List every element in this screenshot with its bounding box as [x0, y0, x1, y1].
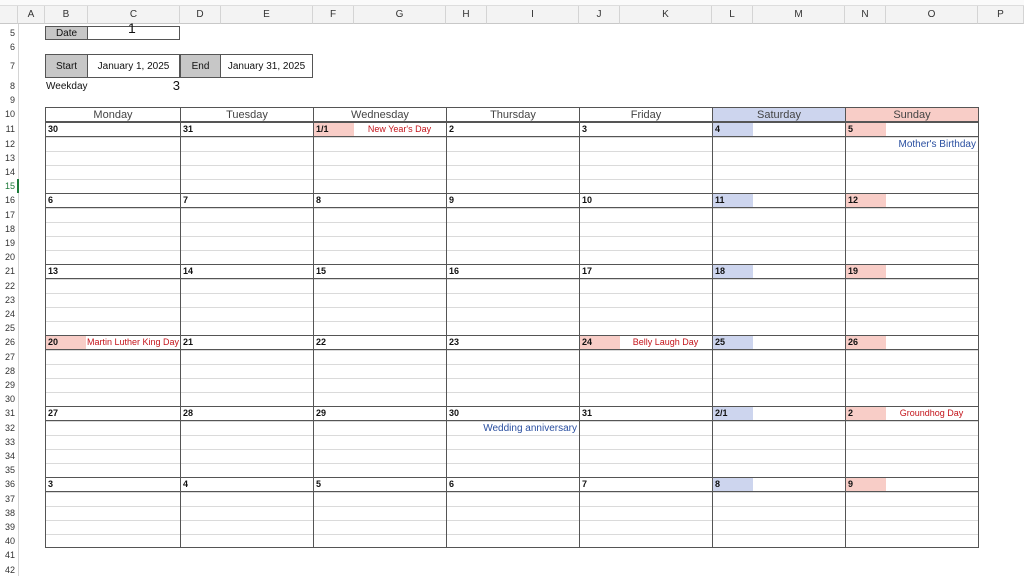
column-header-g[interactable]: G	[354, 6, 446, 24]
row-header-42[interactable]: 42	[4, 565, 15, 575]
column-header-n[interactable]: N	[845, 6, 886, 24]
week-3-date-rule	[45, 278, 979, 279]
week-3-rule	[45, 307, 979, 308]
day-number-w2-thursday[interactable]: 9	[449, 195, 455, 205]
row-header-24[interactable]: 24	[4, 309, 15, 319]
row-header-36[interactable]: 36	[4, 479, 15, 489]
day-number-w5-friday[interactable]: 31	[582, 408, 593, 418]
row-header-13[interactable]: 13	[4, 153, 15, 163]
row-header-19[interactable]: 19	[4, 238, 15, 248]
row-header-31[interactable]: 31	[4, 408, 15, 418]
row-header-32[interactable]: 32	[4, 423, 15, 433]
day-header-monday: Monday	[45, 107, 181, 122]
column-header-o[interactable]: O	[886, 6, 978, 24]
day-number-w3-thursday[interactable]: 16	[449, 266, 460, 276]
day-number-w6-saturday[interactable]: 8	[713, 478, 753, 491]
calendar-column-border	[712, 122, 713, 548]
week-2-rule	[45, 250, 979, 251]
calendar-column-border	[978, 122, 979, 548]
weekday-value-text: 3	[172, 78, 180, 93]
calendar-column-border	[446, 122, 447, 548]
week-1-rule	[45, 165, 979, 166]
day-number-w1-sunday[interactable]: 5	[846, 123, 886, 136]
day-header-tuesday: Tuesday	[180, 107, 314, 122]
calendar-column-border	[845, 122, 846, 548]
holiday-label: Martin Luther King Day	[87, 337, 180, 347]
row-header-14[interactable]: 14	[4, 167, 15, 177]
calendar-column-border	[180, 122, 181, 548]
day-number-w5-thursday[interactable]: 30	[449, 408, 460, 418]
calendar-column-border	[45, 122, 46, 548]
day-number-w3-sunday[interactable]: 19	[846, 265, 886, 278]
week-4-rule	[45, 364, 979, 365]
row-header-20[interactable]: 20	[4, 252, 15, 262]
day-number-w4-tuesday[interactable]: 21	[183, 337, 194, 347]
row-header-12[interactable]: 12	[4, 139, 15, 149]
column-header-m[interactable]: M	[753, 6, 845, 24]
day-number-w5-saturday[interactable]: 2/1	[713, 407, 753, 420]
week-4-rule	[45, 378, 979, 379]
day-header-sunday: Sunday	[845, 107, 979, 122]
day-number-w1-monday[interactable]: 30	[48, 124, 59, 134]
column-header-l[interactable]: L	[712, 6, 753, 24]
week-3-rule	[45, 293, 979, 294]
date-value-cell[interactable]	[88, 20, 180, 40]
row-header-6[interactable]: 6	[9, 42, 15, 52]
week-1-rule	[45, 151, 979, 152]
day-number-w5-tuesday[interactable]: 28	[183, 408, 194, 418]
row-header-18[interactable]: 18	[4, 224, 15, 234]
week-6-date-rule	[45, 491, 979, 492]
day-header-friday: Friday	[579, 107, 713, 122]
day-number-w2-tuesday[interactable]: 7	[183, 195, 189, 205]
column-header-f[interactable]: F	[313, 6, 354, 24]
week-4-rule	[45, 392, 979, 393]
end-label-text: End	[191, 61, 210, 72]
day-number-w4-thursday[interactable]: 23	[449, 337, 460, 347]
start-label	[45, 54, 88, 78]
day-number-w3-wednesday[interactable]: 15	[316, 266, 327, 276]
day-header-thursday: Thursday	[446, 107, 580, 122]
row-header-34[interactable]: 34	[4, 451, 15, 461]
day-header-wednesday: Wednesday	[313, 107, 447, 122]
day-number-w3-saturday[interactable]: 18	[713, 265, 753, 278]
column-header-b[interactable]: B	[45, 6, 88, 24]
row-header-16[interactable]: 16	[4, 195, 15, 205]
week-1-rule	[45, 137, 979, 138]
week-6-top-border	[45, 477, 979, 478]
row-header-21[interactable]: 21	[4, 266, 15, 276]
week-1-date-rule	[45, 136, 979, 137]
start-date-cell[interactable]	[88, 54, 180, 78]
day-header-saturday: Saturday	[712, 107, 846, 122]
row-header-9[interactable]: 9	[9, 95, 15, 105]
day-number-w4-sunday[interactable]: 26	[846, 336, 886, 349]
day-number-w4-monday[interactable]: 20	[46, 336, 86, 349]
day-number-w2-friday[interactable]: 10	[582, 195, 593, 205]
day-number-w2-monday[interactable]: 6	[48, 195, 54, 205]
week-4-date-rule	[45, 349, 979, 350]
week-5-rule	[45, 449, 979, 450]
column-header-a[interactable]: A	[18, 6, 45, 24]
calendar-column-border	[313, 122, 314, 548]
week-5-date-rule	[45, 420, 979, 421]
selected-row-marker	[17, 179, 19, 193]
calendar-bottom-border	[45, 547, 979, 548]
week-1-rule	[45, 179, 979, 180]
holiday-label: New Year's Day	[367, 124, 432, 134]
week-4-rule	[45, 350, 979, 351]
row-header-28[interactable]: 28	[4, 366, 15, 376]
week-4-top-border	[45, 335, 979, 336]
select-all-corner[interactable]	[0, 6, 18, 24]
day-number-w6-sunday[interactable]: 9	[846, 478, 886, 491]
event-label: Wedding anniversary	[483, 423, 577, 434]
row-header-23[interactable]: 23	[4, 295, 15, 305]
day-number-w2-wednesday[interactable]: 8	[316, 195, 322, 205]
day-number-w3-friday[interactable]: 17	[582, 266, 593, 276]
day-number-w2-saturday[interactable]: 11	[713, 194, 753, 207]
row-header-40[interactable]: 40	[4, 536, 15, 546]
holiday-label: Groundhog Day	[899, 408, 964, 418]
row-header-5[interactable]: 5	[9, 28, 15, 38]
start-label-text: Start	[55, 61, 78, 72]
column-header-h[interactable]: H	[446, 6, 487, 24]
day-number-w4-saturday[interactable]: 25	[713, 336, 753, 349]
start-date-value: January 1, 2025	[97, 61, 170, 72]
row-header-29[interactable]: 29	[4, 380, 15, 390]
day-number-w5-wednesday[interactable]: 29	[316, 408, 327, 418]
day-number-w5-monday[interactable]: 27	[48, 408, 59, 418]
row-header-37[interactable]: 37	[4, 494, 15, 504]
row-header-39[interactable]: 39	[4, 522, 15, 532]
column-header-i[interactable]: I	[487, 6, 579, 24]
week-1-top-border	[45, 122, 979, 123]
weekday-value[interactable]	[150, 78, 180, 94]
row-header-11[interactable]: 11	[5, 124, 15, 134]
day-number-w6-wednesday[interactable]: 5	[316, 479, 322, 489]
end-date-cell[interactable]	[221, 54, 313, 78]
week-3-rule	[45, 279, 979, 280]
week-6-rule	[45, 506, 979, 507]
row-header-17[interactable]: 17	[4, 210, 15, 220]
column-header-c[interactable]: C	[88, 6, 180, 24]
holiday-label: Belly Laugh Day	[632, 337, 699, 347]
event-label: Mother's Birthday	[898, 139, 976, 150]
day-number-w1-thursday[interactable]: 2	[449, 124, 455, 134]
date-label	[45, 26, 88, 40]
day-number-w4-wednesday[interactable]: 22	[316, 337, 327, 347]
week-2-rule	[45, 222, 979, 223]
week-2-top-border	[45, 193, 979, 194]
row-header-33[interactable]: 33	[4, 437, 15, 447]
row-header-10[interactable]: 10	[4, 109, 15, 119]
week-3-top-border	[45, 264, 979, 265]
row-header-15[interactable]: 15	[4, 181, 15, 191]
day-number-w1-wednesday[interactable]: 1/1	[314, 123, 354, 136]
week-5-top-border	[45, 406, 979, 407]
column-header-e[interactable]: E	[221, 6, 313, 24]
column-header-k[interactable]: K	[620, 6, 712, 24]
week-6-rule	[45, 492, 979, 493]
week-3-rule	[45, 321, 979, 322]
week-2-date-rule	[45, 207, 979, 208]
day-number-w6-thursday[interactable]: 6	[449, 479, 455, 489]
day-number-w3-monday[interactable]: 13	[48, 266, 59, 276]
week-5-rule	[45, 463, 979, 464]
row-header-25[interactable]: 25	[4, 323, 15, 333]
row-header-7[interactable]: 7	[9, 61, 15, 71]
week-2-rule	[45, 236, 979, 237]
row-header-26[interactable]: 26	[4, 337, 15, 347]
column-header-j[interactable]: J	[579, 6, 620, 24]
calendar-column-border	[579, 122, 580, 548]
weekday-label-text: Weekday	[46, 81, 88, 92]
week-6-rule	[45, 520, 979, 521]
week-2-rule	[45, 208, 979, 209]
day-number-w1-saturday[interactable]: 4	[713, 123, 753, 136]
row-header-22[interactable]: 22	[4, 281, 15, 291]
day-number-w6-friday[interactable]: 7	[582, 479, 588, 489]
day-number-w2-sunday[interactable]: 12	[846, 194, 886, 207]
row-header-27[interactable]: 27	[4, 352, 15, 362]
date-label-text: Date	[55, 28, 78, 39]
end-label	[180, 54, 221, 78]
day-number-w5-sunday[interactable]: 2	[846, 407, 886, 420]
row-header-35[interactable]: 35	[4, 465, 15, 475]
day-number-w1-friday[interactable]: 3	[582, 124, 588, 134]
end-date-value: January 31, 2025	[227, 61, 306, 72]
row-header-38[interactable]: 38	[4, 508, 15, 518]
day-number-w4-friday[interactable]: 24	[580, 336, 620, 349]
day-number-w3-tuesday[interactable]: 14	[183, 266, 194, 276]
date-value: 1	[128, 20, 136, 36]
week-5-rule	[45, 435, 979, 436]
day-number-w6-tuesday[interactable]: 4	[183, 479, 189, 489]
column-header-d[interactable]: D	[180, 6, 221, 24]
day-number-w1-tuesday[interactable]: 31	[183, 124, 194, 134]
row-header-8[interactable]: 8	[9, 81, 15, 91]
week-6-rule	[45, 534, 979, 535]
row-header-border	[18, 24, 19, 576]
row-header-41[interactable]: 41	[4, 550, 15, 560]
row-header-30[interactable]: 30	[4, 394, 15, 404]
weekday-label	[46, 80, 106, 94]
day-number-w6-monday[interactable]: 3	[48, 479, 54, 489]
column-header-p[interactable]: P	[978, 6, 1024, 24]
